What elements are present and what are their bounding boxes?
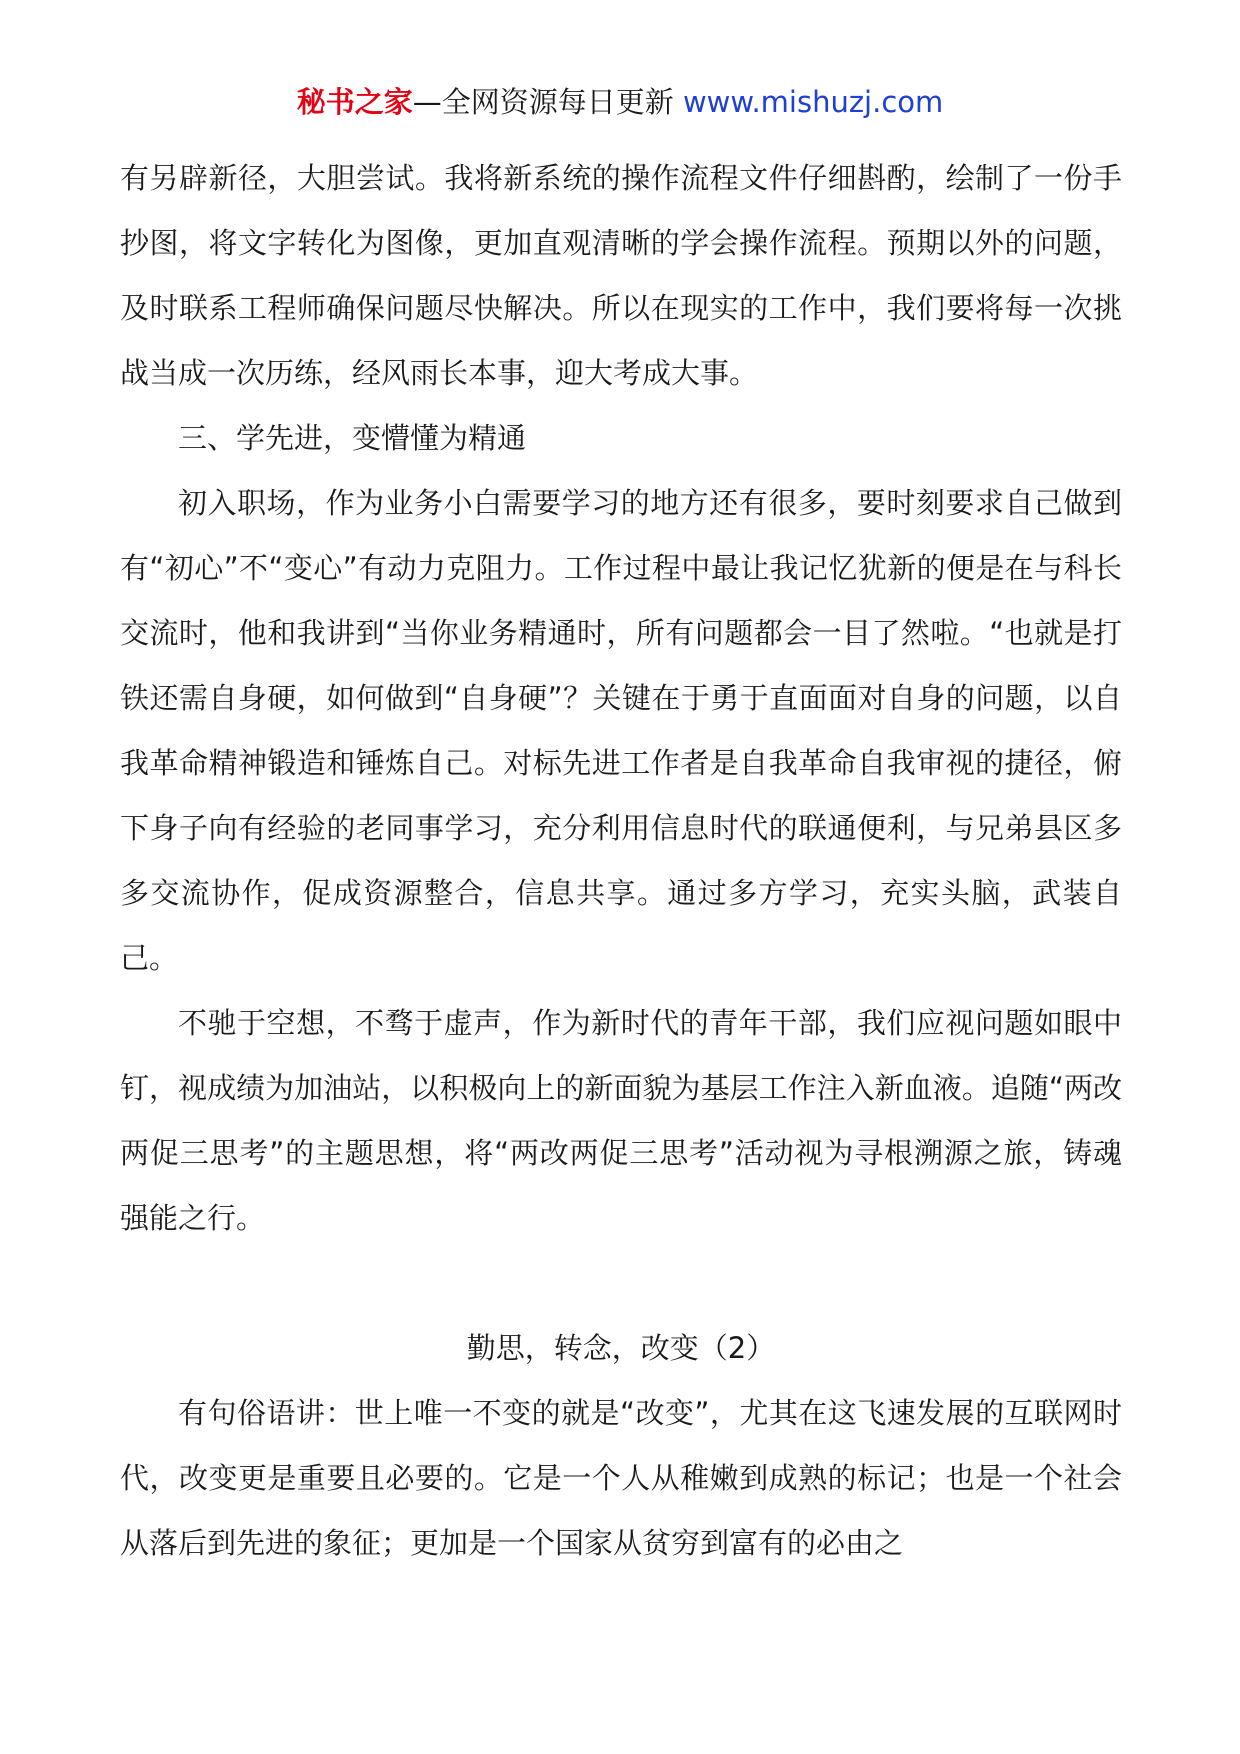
paragraph-conclusion: 不驰于空想，不骛于虚声，作为新时代的青年干部，我们应视问题如眼中钉，视成绩为加油站，以积极向上的新面貌为基层工作注入新血液。追随“两改两促三思考”的主题思想，将“两改两促三思考”活动视为寻根溯源之旅，铸魂强能之行。 — [120, 1006, 1122, 1235]
document-body — [120, 146, 1122, 1576]
paragraph-learn-advanced: 初入职场，作为业务小白需要学习的地方还有很多，要时刻要求自己做到有“初心”不“变心”有动力克阻力。工作过程中最让我记忆犹新的便是在与科长交流时，他和我讲到“当你业务精通时，所有问题都会一目了然啦。“也就是打铁还需自身硬，如何做到“自身硬”？关键在于勇于直面面对自身的问题，以自我革命精神锻造和锤炼自己。对标先进工作者是自我革命自我审视的捷径，俯下身子向有经验的老同事学习，充分利用信息时代的联通便利，与兄弟县区多多交流协作，促成资源整合，信息共享。通过多方学习，充实头脑，武装自己。 — [120, 486, 1122, 975]
site-url-link[interactable]: www.mishuzj.com — [682, 85, 944, 119]
paragraph-intro: 有句俗语讲：世上唯一不变的就是“改变”，尤其在这飞速发展的互联网时代，改变更是重要且必要的。它是一个人从稚嫩到成熟的标记；也是一个社会从落后到先进的象征；更加是一个国家从贫穷到富有的必由之 — [120, 1396, 1122, 1560]
page-header — [0, 84, 1240, 120]
article-title: 勤思，转念，改变（2） — [466, 1331, 776, 1365]
paragraph-continuation: 有另辟新径，大胆尝试。我将新系统的操作流程文件仔细斟酌，绘制了一份手抄图，将文字转化为图像，更加直观清晰的学会操作流程。预期以外的问题，及时联系工程师确保问题尽快解决。所以在现实的工作中，我们要将每一次挑战当成一次历练，经风雨长本事，迎大考成大事。 — [120, 161, 1122, 390]
blank-line — [120, 1251, 1122, 1316]
site-brand: 秘书之家 — [296, 85, 413, 119]
section-heading-3: 三、学先进，变懵懂为精通 — [178, 421, 527, 455]
site-tagline: —全网资源每日更新 — [412, 85, 683, 119]
